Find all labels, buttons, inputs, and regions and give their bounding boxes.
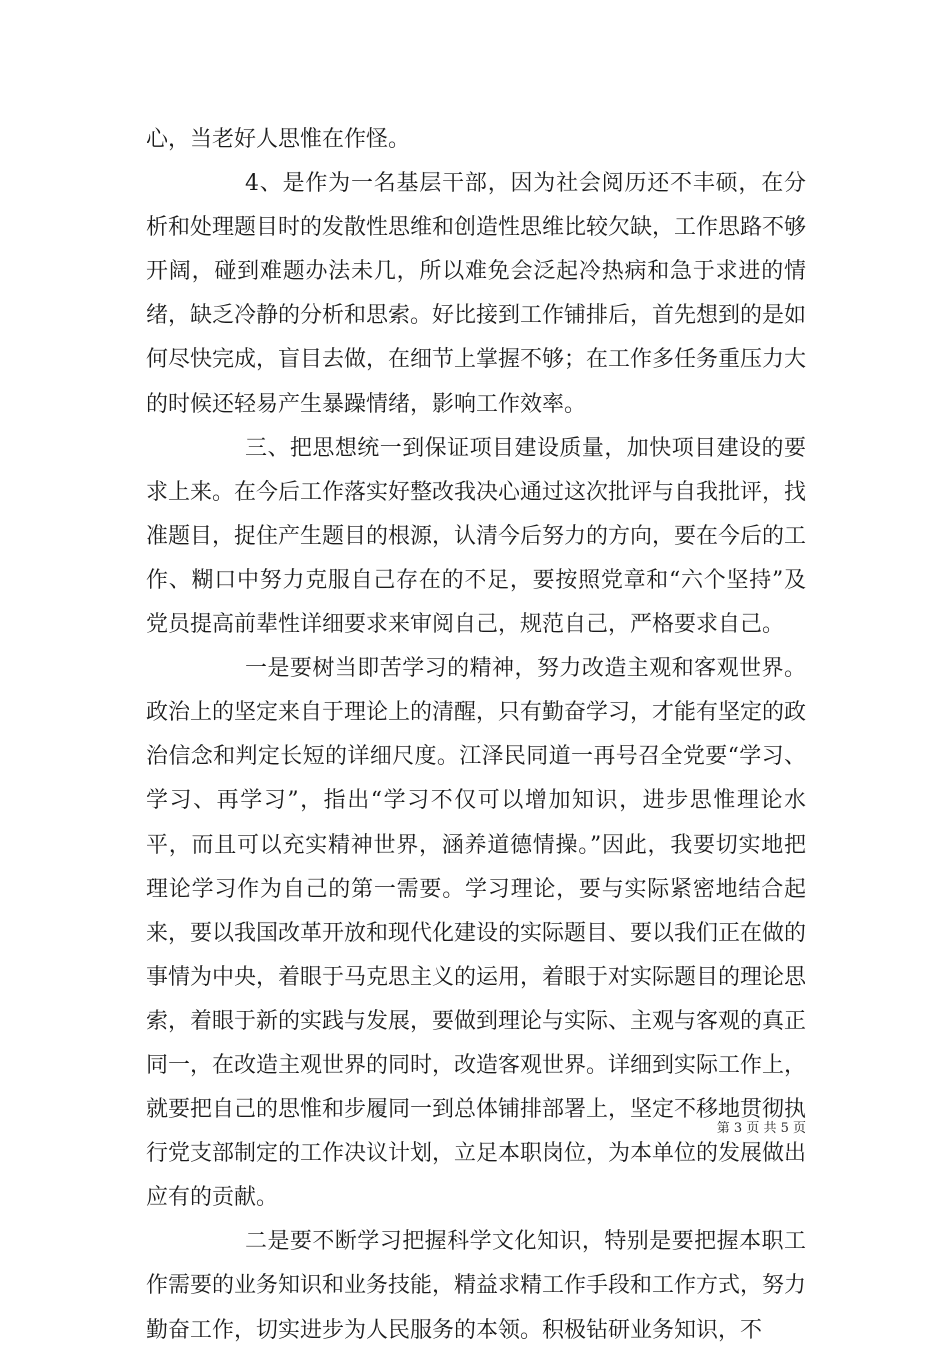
paragraph-point-4: 4、是作为一名基层干部，因为社会阅历还不丰硕，在分析和处理题目时的发散性思维和创造性思维比较欠缺，工作思路不够开阔，碰到难题办法未几，所以难免会泛起冷热病和急于求进的情绪，缺乏冷静的分析和思索。好比接到工作铺排后，首先想到的是如何尽快完成，盲目去做，在细节上掌握不够；在工作多任务重压力大的时候还轻易产生暴躁情绪，影响工作效率。	[146, 171, 807, 417]
paragraph-section-3: 三、把思想统一到保证项目建设质量，加快项目建设的要求上来。在今后工作落实好整改我决心通过这次批评与自我批评，找准题目，捉住产生题目的根源，认清今后努力的方向，要在今后的工作、糊口中努力克服自己存在的不足，要按照党章和“六个坚持”及党员提高前辈性详细要求来审阅自己，规范自己，严格要求自己。	[146, 435, 807, 638]
paragraph-continuation: 心，当老好人思惟在作怪。	[146, 127, 411, 152]
paragraph-item-2: 二是要不断学习把握科学文化知识，特别是要把握本职工作需要的业务知识和业务技能，精益求精工作手段和工作方式，努力勤奋工作，切实进步为人民服务的本领。积极钻研业务知识，不	[146, 1229, 807, 1343]
paragraph-item-1: 一是要树当即苦学习的精神，努力改造主观和客观世界。政治上的坚定来自于理论上的清醒，只有勤奋学习，才能有坚定的政治信念和判定长短的详细尺度。江泽民同道一再号召全党要“学习、学习、再学习”，指出“学习不仅可以增加知识，进步思惟理论水平，而且可以充实精神世界，涵养道德情操。”因此，我要切实地把理论学习作为自己的第一需要。学习理论，要与实际紧密地结合起来，要以我国改革开放和现代化建设的实际题目、要以我们正在做的事情为中央，着眼于马克思主义的运用，着眼于对实际题目的理论思索，着眼于新的实践与发展，要做到理论与实际、主观与客观的真正同一，在改造主观世界的同时，改造客观世界。详细到实际工作上，就要把自己的思惟和步履同一到总体铺排部署上，坚定不移地贯彻执行党支部制定的工作决议计划，立足本职岗位，为本单位的发展做出应有的贡献。	[146, 656, 807, 1211]
page-number-footer: 第 3 页 共 5 页	[716, 1121, 806, 1136]
document-body	[146, 118, 806, 1353]
